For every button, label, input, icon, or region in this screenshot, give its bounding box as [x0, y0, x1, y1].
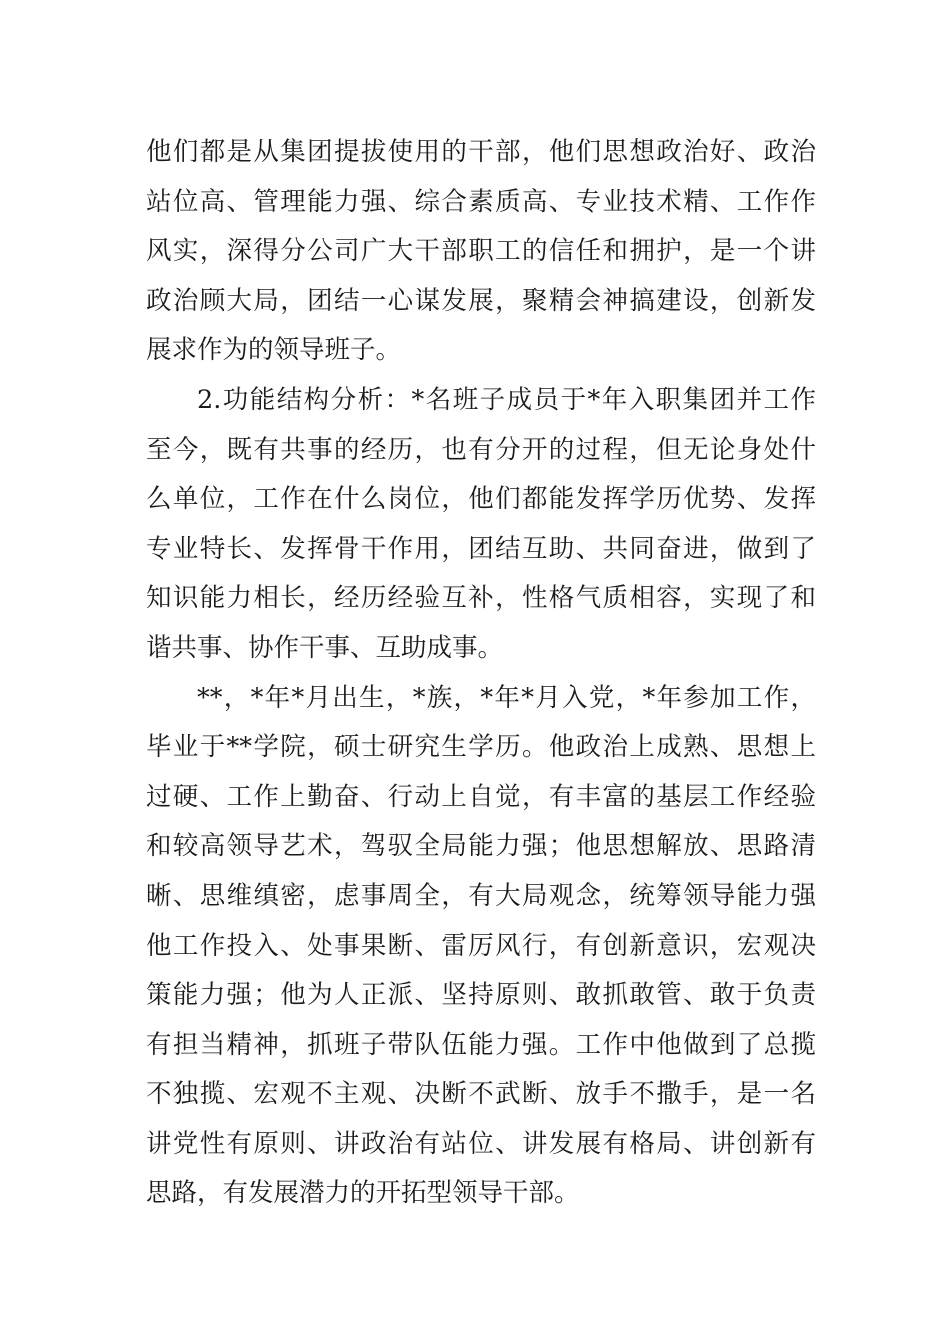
- text-line: 政治顾大局，团结一心谋发展，聚精会神搞建设，创新发: [146, 285, 816, 316]
- text-line: 晰、思维缜密，虑事周全，有大局观念，统筹领导能力强: [146, 880, 816, 911]
- text-line: 他工作投入、处事果断、雷厉风行，有创新意识，宏观决: [146, 930, 816, 961]
- paragraph-team-overview: [146, 128, 816, 376]
- paragraph-member-profile: [146, 674, 816, 1220]
- text-line: 展求作为的领导班子。: [146, 335, 402, 366]
- document-body: [146, 128, 816, 1219]
- text-line: 么单位，工作在什么岗位，他们都能发挥学历优势、发挥: [146, 484, 816, 515]
- text-line: 不独揽、宏观不主观、决断不武断、放手不撒手，是一名: [146, 1079, 816, 1110]
- text-line: 他们都是从集团提拔使用的干部，他们思想政治好、政治: [146, 137, 816, 167]
- text-line: 谐共事、协作干事、互助成事。: [146, 632, 504, 663]
- text-line: 策能力强；他为人正派、坚持原则、敢抓敢管、敢于负责: [146, 980, 816, 1011]
- text-line: 专业特长、发挥骨干作用，团结互助、共同奋进，做到了: [146, 533, 816, 564]
- text-line: 思路，有发展潜力的开拓型领导干部。: [146, 1178, 580, 1209]
- text-line: 至今，既有共事的经历，也有分开的过程，但无论身处什: [146, 434, 816, 465]
- text-line: 讲党性有原则、讲政治有站位、讲发展有格局、讲创新有: [146, 1128, 816, 1159]
- text-line: 站位高、管理能力强、综合素质高、专业技术精、工作作: [146, 186, 816, 217]
- text-line: 2.功能结构分析：*名班子成员于*年入职集团并工作: [197, 384, 816, 415]
- text-line: 和较高领导艺术，驾驭全局能力强；他思想解放、思路清: [146, 831, 816, 862]
- text-line: **，*年*月出生，*族，*年*月入党，*年参加工作，: [197, 682, 816, 713]
- text-line: 毕业于**学院，硕士研究生学历。他政治上成熟、思想上: [146, 732, 816, 763]
- text-line: 风实，深得分公司广大干部职工的信任和拥护，是一个讲: [146, 236, 816, 267]
- paragraph-structure-analysis: [146, 376, 816, 674]
- text-line: 知识能力相长，经历经验互补，性格气质相容，实现了和: [146, 583, 816, 614]
- text-line: 过硬、工作上勤奋、行动上自觉，有丰富的基层工作经验: [146, 781, 816, 812]
- text-line: 有担当精神，抓班子带队伍能力强。工作中他做到了总揽: [146, 1029, 816, 1060]
